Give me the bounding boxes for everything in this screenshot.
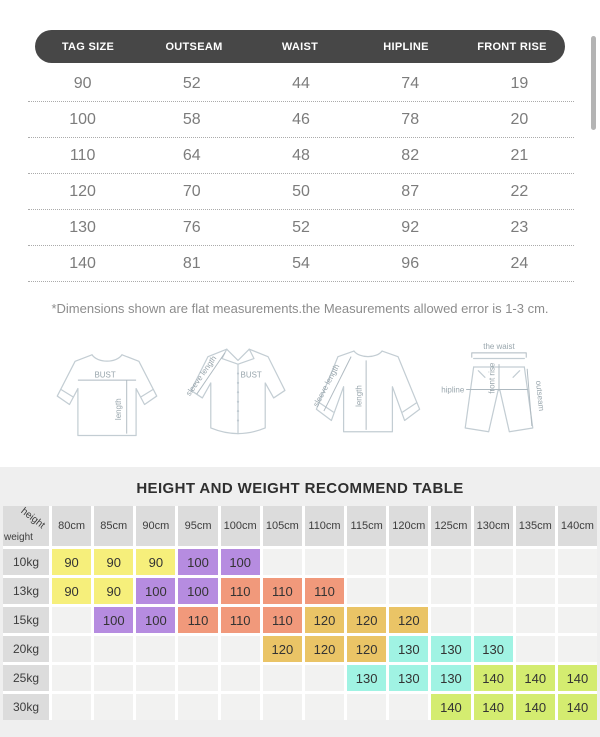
size-table-row	[28, 210, 574, 246]
recommend-cell: 140	[516, 665, 555, 691]
size-cell: 21	[510, 146, 529, 164]
weight-label-cell: 20kg	[3, 636, 49, 662]
recommend-cell	[94, 694, 133, 720]
recommend-cell	[558, 578, 597, 604]
recommend-cell	[94, 665, 133, 691]
size-cell: 92	[401, 218, 420, 236]
size-table-row	[28, 66, 574, 102]
column-header-tag-size: TAG SIZE	[61, 40, 115, 53]
size-cell: 140	[69, 254, 96, 272]
recommend-cell	[389, 694, 428, 720]
recommend-cell	[94, 636, 133, 662]
height-header-cell: 110cm	[305, 506, 344, 546]
column-header-hipline: HIPLINE	[383, 40, 429, 53]
recommend-cell	[558, 607, 597, 633]
size-cell: 54	[292, 254, 310, 272]
size-table-row	[28, 102, 574, 138]
height-header-cell: 120cm	[389, 506, 428, 546]
height-header-cell: 115cm	[347, 506, 386, 546]
recommend-cell	[431, 549, 470, 575]
recommend-cell	[305, 549, 344, 575]
recommend-cell	[52, 607, 91, 633]
recommend-cell: 140	[558, 665, 597, 691]
size-table-header	[35, 30, 565, 63]
shirt-sleeve-length-label: sleeve length	[183, 354, 219, 398]
size-cell: 74	[401, 74, 420, 92]
height-header-cell: 85cm	[94, 506, 133, 546]
height-header-cell: 140cm	[558, 506, 597, 546]
size-cell: 70	[182, 182, 201, 200]
recommend-cell	[516, 549, 555, 575]
size-cell: 44	[292, 74, 310, 92]
recommend-cell: 110	[305, 578, 344, 604]
recommend-cell	[474, 549, 513, 575]
pants-front-rise-label: front rise	[487, 362, 497, 394]
recommend-cell	[347, 578, 386, 604]
recommend-cell: 90	[136, 549, 175, 575]
recommend-cell	[52, 694, 91, 720]
recommend-cell: 120	[347, 607, 386, 633]
recommend-cell	[52, 636, 91, 662]
weight-label-cell: 13kg	[3, 578, 49, 604]
recommend-cell: 130	[389, 636, 428, 662]
corner-cell	[3, 506, 49, 546]
size-cell: 24	[510, 254, 529, 272]
recommend-cell	[305, 665, 344, 691]
recommend-cell: 110	[221, 607, 260, 633]
measurement-note: *Dimensions shown are flat measurements.the Measurements allowed error is 1-3 cm.	[51, 301, 549, 316]
recommend-cell: 90	[94, 549, 133, 575]
tee-length-label: length	[114, 398, 124, 421]
garment-diagrams	[46, 334, 560, 460]
recommend-cell	[305, 694, 344, 720]
tee-diagram	[46, 335, 168, 459]
weight-label-cell: 25kg	[3, 665, 49, 691]
column-header-outseam: OUTSEAM	[165, 40, 223, 53]
recommend-table	[3, 506, 597, 720]
recommend-cell: 90	[52, 549, 91, 575]
column-header-waist: WAIST	[281, 40, 319, 53]
recommend-cell: 100	[178, 578, 217, 604]
corner-weight-label: weight	[4, 532, 33, 543]
recommend-cell: 120	[305, 607, 344, 633]
recommend-cell: 120	[305, 636, 344, 662]
size-cell: 100	[69, 110, 96, 128]
size-cell: 52	[182, 74, 201, 92]
recommend-cell	[136, 665, 175, 691]
column-header-front-rise: FRONT RISE	[477, 40, 547, 53]
size-cell: 110	[69, 146, 96, 164]
recommend-cell	[558, 549, 597, 575]
recommend-cell: 110	[263, 578, 302, 604]
height-header-cell: 90cm	[136, 506, 175, 546]
recommend-cell	[347, 549, 386, 575]
recommend-cell	[221, 694, 260, 720]
recommend-cell	[221, 636, 260, 662]
recommend-cell: 90	[52, 578, 91, 604]
recommend-cell	[558, 636, 597, 662]
pants-outseam-label: outseam	[533, 380, 547, 412]
recommend-cell: 90	[94, 578, 133, 604]
recommend-cell: 130	[431, 665, 470, 691]
height-header-cell: 125cm	[431, 506, 470, 546]
recommend-cell	[431, 607, 470, 633]
size-cell: 87	[401, 182, 420, 200]
recommend-cell	[389, 549, 428, 575]
recommend-cell: 130	[389, 665, 428, 691]
weight-label-cell: 10kg	[3, 549, 49, 575]
size-cell: 76	[182, 218, 201, 236]
recommend-cell: 100	[136, 578, 175, 604]
recommend-cell	[431, 578, 470, 604]
recommend-cell: 100	[221, 549, 260, 575]
recommend-cell	[516, 578, 555, 604]
height-header-cell: 135cm	[516, 506, 555, 546]
recommend-cell	[263, 665, 302, 691]
recommend-cell: 140	[474, 694, 513, 720]
recommend-cell	[474, 578, 513, 604]
size-cell: 130	[69, 218, 96, 236]
shirt-diagram	[177, 335, 299, 459]
corner-height-label: height	[18, 506, 47, 532]
recommend-cell	[136, 694, 175, 720]
recommend-cell	[178, 694, 217, 720]
size-cell: 120	[69, 182, 96, 200]
pants-diagram	[438, 335, 560, 459]
size-table-row	[28, 246, 574, 282]
recommend-cell	[474, 607, 513, 633]
size-cell: 81	[182, 254, 201, 272]
recommend-cell: 120	[389, 607, 428, 633]
recommend-cell	[136, 636, 175, 662]
weight-label-cell: 15kg	[3, 607, 49, 633]
size-table-body	[28, 66, 574, 282]
recommend-cell	[263, 549, 302, 575]
recommend-cell: 100	[178, 549, 217, 575]
shirt-bust-label: BUST	[240, 370, 262, 380]
scrollbar-thumb[interactable]	[591, 36, 596, 130]
recommend-cell: 110	[263, 607, 302, 633]
tee-bust-label: BUST	[94, 370, 116, 380]
size-cell: 58	[182, 110, 201, 128]
size-cell: 90	[73, 74, 92, 92]
size-cell: 96	[401, 254, 420, 272]
size-cell: 22	[510, 182, 529, 200]
sweatshirt-sleeve-length-label: sleeve length	[311, 362, 342, 409]
size-cell: 64	[182, 146, 201, 164]
recommend-cell: 120	[263, 636, 302, 662]
height-header-cell: 105cm	[263, 506, 302, 546]
size-cell: 82	[401, 146, 420, 164]
recommend-cell: 120	[347, 636, 386, 662]
recommend-cell: 100	[136, 607, 175, 633]
recommend-cell: 140	[474, 665, 513, 691]
recommend-cell: 140	[431, 694, 470, 720]
recommend-cell	[263, 694, 302, 720]
size-cell: 20	[510, 110, 529, 128]
recommend-cell: 130	[431, 636, 470, 662]
recommend-cell: 110	[178, 607, 217, 633]
recommend-cell	[178, 636, 217, 662]
recommend-section	[0, 467, 600, 737]
recommend-cell: 140	[558, 694, 597, 720]
size-cell: 23	[510, 218, 529, 236]
recommend-cell: 140	[516, 694, 555, 720]
size-cell: 50	[292, 182, 310, 200]
size-cell: 52	[292, 218, 310, 236]
recommend-title: HEIGHT AND WEIGHT RECOMMEND TABLE	[136, 480, 464, 497]
size-cell: 48	[292, 146, 310, 164]
recommend-cell	[178, 665, 217, 691]
recommend-cell	[221, 665, 260, 691]
recommend-cell: 130	[347, 665, 386, 691]
recommend-cell: 110	[221, 578, 260, 604]
weight-label-cell: 30kg	[3, 694, 49, 720]
pants-waist-label: the waist	[483, 342, 515, 352]
size-cell: 78	[401, 110, 420, 128]
recommend-cell	[389, 578, 428, 604]
sweatshirt-length-label: length	[354, 385, 364, 407]
size-cell: 19	[510, 74, 529, 92]
recommend-cell	[516, 607, 555, 633]
recommend-cell: 130	[474, 636, 513, 662]
height-header-cell: 95cm	[178, 506, 217, 546]
recommend-cell: 100	[94, 607, 133, 633]
size-cell: 46	[292, 110, 310, 128]
height-header-cell: 100cm	[221, 506, 260, 546]
height-header-cell: 130cm	[474, 506, 513, 546]
recommend-cell	[347, 694, 386, 720]
sweatshirt-diagram	[307, 335, 429, 459]
size-table-row	[28, 138, 574, 174]
height-header-cell: 80cm	[52, 506, 91, 546]
pants-hipline-label: hipline	[441, 385, 465, 395]
size-table-row	[28, 174, 574, 210]
recommend-cell	[516, 636, 555, 662]
recommend-cell	[52, 665, 91, 691]
